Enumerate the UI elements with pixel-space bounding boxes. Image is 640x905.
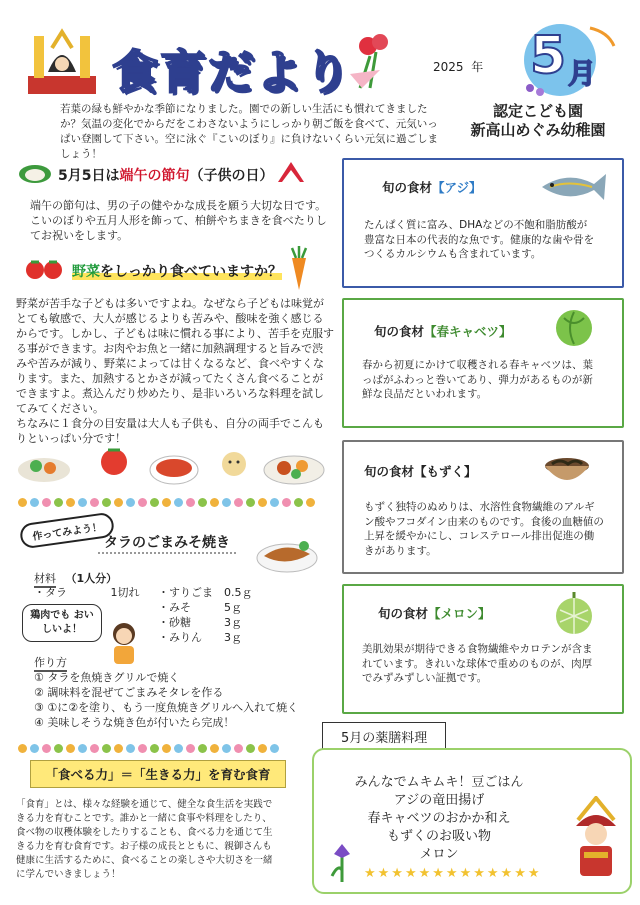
dot-divider <box>18 492 338 511</box>
seasonal-label: 旬の食材 <box>382 180 433 195</box>
aji-fish-icon <box>538 170 608 204</box>
seasonal-body: もずく独特のぬめりは、水溶性食物繊維のアルギン酸やフコダイン由来のものです。食後の血糖値の上昇を緩やかにし、コレステロール排出促進の働きがあります。 <box>364 501 604 557</box>
yakuzen-menu-item: メロン <box>419 847 459 862</box>
star-row: ★★★★★★★★★★★★★ <box>364 866 542 881</box>
ingredient-name: ・砂糖 <box>158 616 191 629</box>
seasonal-name: 【アジ】 <box>432 180 482 195</box>
ingredient-name: ・タラ <box>34 586 67 599</box>
seasonal-name: 【メロン】 <box>428 606 491 621</box>
carrot-icon <box>286 246 312 296</box>
tomato-icon <box>24 258 64 284</box>
school-name <box>448 102 628 140</box>
yakuzen-menu-item: 春キャベツのおかか和え <box>367 811 511 826</box>
vegetable-heading <box>72 261 282 281</box>
ingredient-name: ・すりごま <box>158 586 213 599</box>
ingredient-list-right <box>158 585 268 645</box>
recipe-step: ① タラを魚焼きグリルで焼く <box>34 671 180 684</box>
newsletter-title: 食育だより <box>112 45 352 99</box>
seasonal-heading <box>364 462 477 480</box>
tango-heading-prefix: 5月5日は <box>58 168 120 184</box>
kabuto-origami-icon <box>276 160 306 190</box>
school-name-line1: 認定こども園 <box>492 102 583 120</box>
issue-year: 2025 年 <box>433 60 484 74</box>
month-number: 5 <box>530 26 567 86</box>
ingredient-qty: 5ｇ <box>224 601 242 614</box>
vegetable-heading-rest: をしっかり食べていますか？ <box>100 264 282 280</box>
kabuto-illustration <box>22 28 102 98</box>
vegetable-body-amount: ちなみに１食分の目安量は大人も子供も、自分の両手でこんもりといっぱい分です！ <box>16 417 324 445</box>
seasonal-box-cabbage <box>342 298 624 428</box>
samurai-child-icon <box>568 796 624 882</box>
ingredient-name: ・みそ <box>158 601 191 614</box>
tango-heading-suffix: （子供の日） <box>189 168 274 184</box>
yakuzen-title: 5月の薬膳料理 <box>322 722 446 751</box>
ingredient-qty: 0.5ｇ <box>224 586 253 599</box>
seasonal-heading <box>374 322 512 340</box>
kashiwa-mochi-icon <box>18 162 52 188</box>
recipe-step: ④ 美味しそうな焼き色が付いたら完成！ <box>34 716 235 729</box>
carnation-illustration <box>340 30 396 90</box>
yakuzen-menu-item: みんなでムキムキ！豆ごはん <box>354 775 524 790</box>
recipe-step: ③ ①に②を塗り、もう一度魚焼きグリルへ入れて焼く <box>34 701 299 714</box>
ingredient-qty: 3ｇ <box>224 631 242 644</box>
seasonal-heading <box>378 604 491 622</box>
steps-label: 作り方 <box>34 654 67 672</box>
recipe-steps <box>34 670 334 730</box>
yakuzen-menu-item: アジの竜田揚げ <box>393 793 485 808</box>
servings: （1人分） <box>65 572 118 585</box>
ingredient-list-left <box>34 585 140 600</box>
seasonal-box-aji <box>342 158 624 288</box>
taberu-body: 「食育」とは、様々な経験を通じて、健全な食生活を実践できる力を育むことです。誰かと一緒に食事や料理をしたり、食べ物の収穫体験をしたりすることも、食べる力を通じて生きる力を育む食育です。お子様の成長とともに、親御さんも健康に生活するために、食べることの楽しさや大切さを一緒に学んでいきましょう！ <box>16 799 273 880</box>
recipe-bubble: 作ってみよう！ <box>19 512 116 550</box>
seasonal-label: 旬の食材 <box>364 464 415 479</box>
seasonal-box-mozuku <box>342 440 624 574</box>
tango-heading-highlight: 端午の節句 <box>119 168 190 184</box>
taberu-heading: 「食べる力」＝「生きる力」を育む食育 <box>30 760 286 788</box>
dot-divider-2 <box>18 738 318 757</box>
month-unit: 月 <box>568 57 597 90</box>
ingredient-name: ・みりん <box>158 631 202 644</box>
dish-illustrations <box>14 442 334 488</box>
vegetable-heading-highlight: 野菜 <box>72 264 100 280</box>
ingredient-qty: 1切れ <box>110 586 140 599</box>
child-cook-illustration <box>106 620 142 670</box>
recipe-title: タラのごまみそ焼き <box>98 532 236 554</box>
seasonal-body: 美肌効果が期待できる食物繊維やカロテンが含まれています。きれいな球体で重めのものが、肉厚でみずみずしい証拠です。 <box>362 643 593 684</box>
vegetable-body-main: 野菜が苦手な子どもは多いですよね。なぜなら子どもは味覚がとても敏感で、大人が感じるよりも苦みや、酸味を強く感じるからです。しかし、子どもは味に慣れる事により、苦手を克服する事ができます。お肉やお魚と一緒に加熱調理すると旨みで渋みや苦みが減り、野菜によっては甘くなるなど、食べやすくなります。また、加熱するとかさが減ってたくさん食べることができますよ。煮込んだり炒めたり、是非いろいろな料理を試してみてください。 <box>16 297 335 415</box>
melon-icon <box>552 592 596 636</box>
seasonal-box-melon <box>342 584 624 714</box>
ingredients-label-text: 材料 <box>34 570 56 588</box>
mozuku-bowl-icon <box>542 450 592 490</box>
vegetable-body <box>16 296 334 446</box>
ingredient-qty: 3ｇ <box>224 616 242 629</box>
seasonal-label: 旬の食材 <box>374 324 425 339</box>
seasonal-name: 【もずく】 <box>414 464 477 479</box>
cabbage-icon <box>552 308 596 348</box>
seasonal-name: 【春キャベツ】 <box>424 324 512 339</box>
seasonal-label: 旬の食材 <box>378 606 429 621</box>
recipe-step: ② 調味料を混ぜてごまみそタレを作る <box>34 686 224 699</box>
speech-bubble: 鶏肉でも おいしいよ！ <box>22 604 102 642</box>
grilled-fish-illustration <box>254 528 320 580</box>
intro-text: 若葉の緑も鮮やかな季節になりました。園での新しい生活にも慣れてきましたか？気温の変化でからだをこわさないようにしっかり朝ご飯を食べて、元気いっぱい登園して下さい。空に泳ぐ『こいのぼり』に負けないくらい元気に過ごしましょう！ <box>60 103 438 160</box>
tango-heading <box>58 165 273 185</box>
school-name-line2: 新高山めぐみ幼稚園 <box>470 121 606 139</box>
month-badge <box>510 22 616 100</box>
seasonal-body: 春から初夏にかけて収穫される春キャベツは、葉っぱがふわっと巻いてあり、弾力があるものが新鮮な良品だといわれます。 <box>362 359 593 400</box>
iris-flower-icon <box>324 836 360 884</box>
yakuzen-menu-item: もずくのお吸い物 <box>386 829 491 844</box>
tango-body: 端午の節句は、男の子の健やかな成長を願う大切な日です。こいのぼりや五月人形を飾って、柏餅やちまきを食べたりしてお祝いをします。 <box>30 199 327 242</box>
yakuzen-menu-box <box>312 748 632 894</box>
seasonal-heading <box>382 178 482 196</box>
seasonal-body: たんぱく質に富み、DHAなどの不飽和脂肪酸が豊富な日本の代表的な魚です。健康的な歯や骨をつくるカルシウムも含まれています。 <box>364 219 595 260</box>
